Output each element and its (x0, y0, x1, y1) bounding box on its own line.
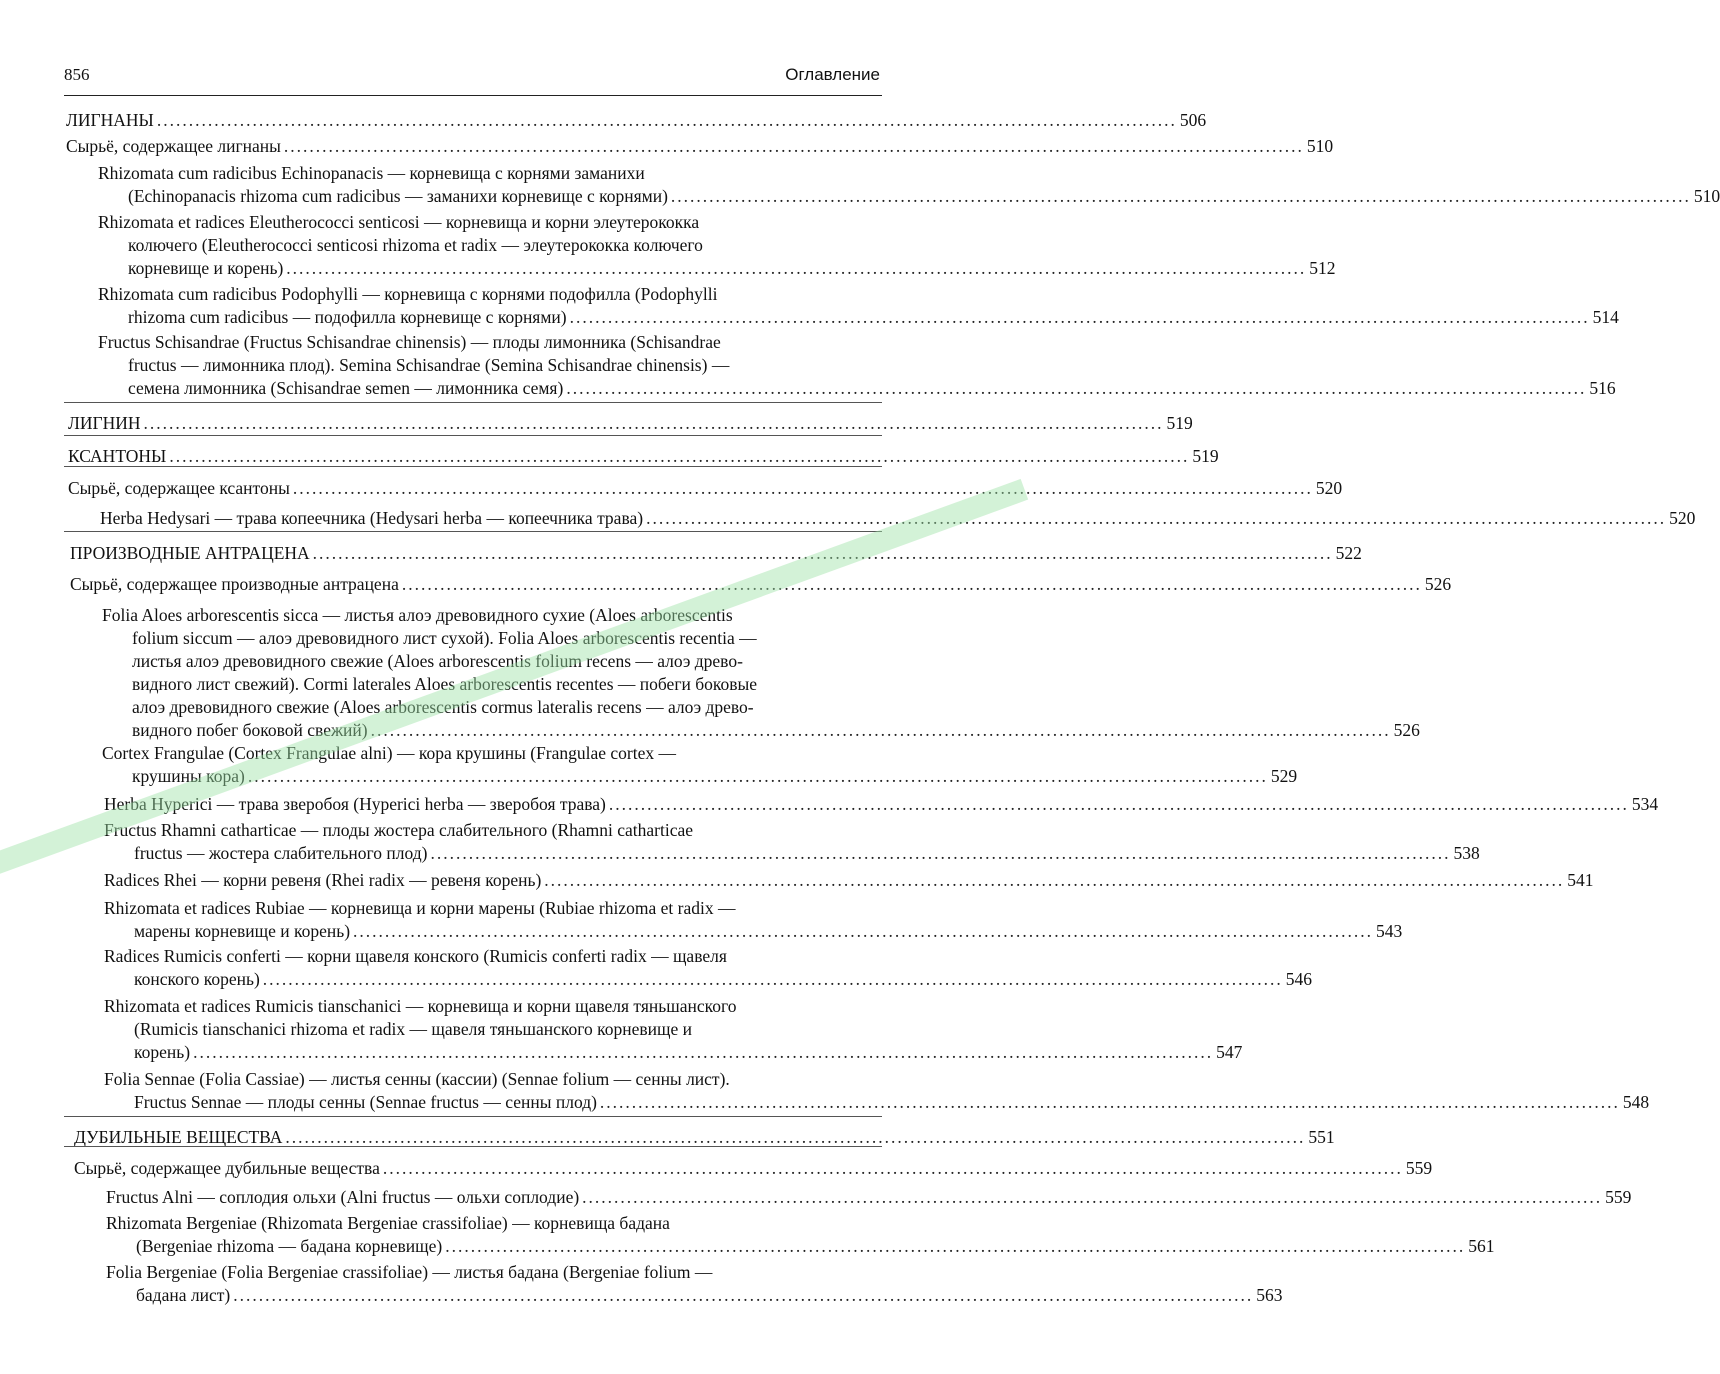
toc-entry-text: колючего (Eleutherococci senticosi rhizoma et radix — элеутерококка колючего (128, 235, 703, 255)
toc-page-number: 514 (1592, 307, 1619, 327)
toc-entry-text: видного побег боковой свежий) (132, 720, 368, 740)
section-divider (64, 1146, 882, 1147)
dot-leader: ................................................................................................................................................................ (353, 921, 1374, 941)
toc-entry (106, 1213, 1495, 1259)
toc-entry (106, 1262, 1283, 1308)
toc-entry-text: Rhizomata et radices Rubiae — корневища и корни марены (Rubiae rhizoma et radix — (104, 898, 736, 918)
toc-entry (102, 743, 1298, 789)
toc-entry-text: Rhizomata cum radicibus Podophylli — корневища с корнями подофилла (Podophylli (98, 284, 718, 304)
toc-page-number: 510 (1693, 186, 1720, 206)
toc-entry-text: Folia Sennae (Folia Cassiae) — листья сенны (кассии) (Sennae folium — сенны лист). (104, 1069, 730, 1089)
dot-leader: ................................................................................................................................................................ (283, 136, 1304, 156)
toc-entry (98, 163, 1720, 209)
toc-entry-text: Folia Aloes arborescentis sicca — листья алоэ древовидного сухие (Aloes arborescentis (102, 605, 733, 625)
toc-entry-text: (Echinopanacis rhizoma cum radicibus — заманихи корневище с корнями) (128, 186, 668, 206)
toc-entry (104, 946, 1313, 992)
toc-entry (74, 1158, 1433, 1181)
header-rule (64, 95, 882, 96)
dot-leader: ................................................................................................................................................................ (430, 843, 1451, 863)
toc-entry-text: folium siccum — алоэ древовидного лист сухой). Folia Aloes arborescentis recentia — (132, 628, 757, 648)
toc-page-number: 519 (1166, 413, 1193, 433)
toc-page-number: 512 (1309, 258, 1336, 278)
toc-entry-text: ПРОИЗВОДНЫЕ АНТРАЦЕНА (70, 543, 310, 563)
toc-page-number: 519 (1192, 446, 1219, 466)
toc-entry (104, 794, 1659, 817)
toc-entry-text: семена лимонника (Schisandrae semen — лимонника семя) (128, 378, 564, 398)
toc-entry-text: Folia Bergeniae (Folia Bergeniae crassifoliae) — листья бадана (Bergeniae folium — (106, 1262, 713, 1282)
toc-page-number: 534 (1631, 794, 1659, 814)
toc-entry-text: (Bergeniae rhizoma — бадана корневище) (136, 1236, 443, 1256)
toc-page-number: 551 (1308, 1127, 1335, 1147)
toc-page-number: 543 (1376, 921, 1403, 941)
toc-entry (104, 820, 1480, 866)
toc-entry-text: fructus — лимонника плод). Semina Schisandrae (Semina Schisandrae chinensis) — (128, 355, 730, 375)
toc-entry-text: Herba Hyperici — трава зверобоя (Hyperici herba — зверобоя трава) (104, 794, 606, 814)
toc-entry-text: алоэ древовидного свежие (Aloes arborescentis cormus lateralis recens — алоэ древо- (132, 697, 754, 717)
toc-entry (106, 1187, 1632, 1210)
toc-entry-text: rhizoma cum radicibus — подофилла корневище с корнями) (128, 307, 567, 327)
dot-leader: ................................................................................................................................................................ (401, 574, 1422, 594)
toc-entry (100, 508, 1696, 531)
toc-entry-text: (Rumicis tianschanici rhizoma et radix — щавеля тяньшанского корневище и (134, 1019, 693, 1039)
toc-entry-text: Сырьё, содержащее производные антрацена (70, 574, 399, 594)
toc-entry (102, 605, 1420, 743)
toc-entry (68, 413, 1193, 436)
toc-page-number: 510 (1306, 136, 1334, 156)
toc-page-number: 526 (1393, 720, 1420, 740)
toc-entry-text: бадана лист) (136, 1285, 231, 1305)
toc-entry-text: Rhizomata et radices Rumicis tianschanici — корневища и корни щавеля тяньшанского (104, 996, 737, 1016)
dot-leader: ................................................................................................................................................................ (370, 720, 1391, 740)
section-divider (64, 1116, 882, 1117)
toc-entry-text: ЛИГНИН (68, 413, 141, 433)
dot-leader: ................................................................................................................................................................ (193, 1042, 1214, 1062)
toc-entry-text: fructus — жостера слабительного плод) (134, 843, 428, 863)
toc-page-number: 546 (1285, 969, 1313, 989)
dot-leader: ................................................................................................................................................................ (169, 446, 1190, 466)
dot-leader: ................................................................................................................................................................ (566, 378, 1587, 398)
toc-entry-text: Fructus Schisandrae (Fructus Schisandrae chinensis) — плоды лимонника (Schisandrae (98, 332, 721, 352)
dot-leader: ................................................................................................................................................................ (646, 508, 1667, 528)
toc-entry-text: корень) (134, 1042, 191, 1062)
toc-entry (66, 110, 1207, 133)
toc-entry-text: КСАНТОНЫ (68, 446, 167, 466)
toc-entry-text: Fructus Rhamni catharticae — плоды жостера слабительного (Rhamni catharticae (104, 820, 694, 840)
toc-entry-text: Fructus Sennae — плоды сенны (Sennae fructus — сенны плод) (134, 1092, 597, 1112)
toc-entry-text: Сырьё, содержащее ксантоны (68, 478, 290, 498)
dot-leader: ................................................................................................................................................................ (143, 413, 1164, 433)
dot-leader: ................................................................................................................................................................ (312, 543, 1333, 563)
toc-entry (98, 284, 1619, 330)
toc-entry-text: Radices Rumicis conferti — корни щавеля конского (Rumicis conferti radix — щавеля (104, 946, 727, 966)
toc-entry-text: Сырьё, содержащее лигнаны (66, 136, 281, 156)
dot-leader: ................................................................................................................................................................ (156, 110, 1177, 130)
toc-entry (68, 478, 1343, 501)
dot-leader: ................................................................................................................................................................ (582, 1187, 1603, 1207)
dot-leader: ................................................................................................................................................................ (292, 478, 1313, 498)
toc-page-number: 563 (1256, 1285, 1283, 1305)
dot-leader: ................................................................................................................................................................ (599, 1092, 1620, 1112)
page-number: 856 (64, 65, 90, 84)
page-header (64, 62, 880, 88)
dot-leader: ................................................................................................................................................................ (544, 870, 1565, 890)
toc-entry-text: Rhizomata et radices Eleutherococci senticosi — корневища и корни элеутерококка (98, 212, 700, 232)
toc-page-number: 520 (1315, 478, 1343, 498)
toc-entry-text: Fructus Alni — соплодия ольхи (Alni fructus — ольхи соплодие) (106, 1187, 580, 1207)
toc-entry (66, 136, 1334, 159)
toc-page-number: 506 (1179, 110, 1207, 130)
section-divider (64, 435, 882, 436)
toc-entry-text: Radices Rhei — корни ревеня (Rhei radix — ревеня корень) (104, 870, 542, 890)
toc-page-number: 529 (1270, 766, 1298, 786)
dot-leader: ................................................................................................................................................................ (670, 186, 1691, 206)
toc-entry-text: ЛИГНАНЫ (66, 110, 154, 130)
toc-page-number: 541 (1567, 870, 1594, 890)
dot-leader: ................................................................................................................................................................ (445, 1236, 1466, 1256)
dot-leader: ................................................................................................................................................................ (285, 1127, 1306, 1147)
toc-page-number: 522 (1335, 543, 1362, 563)
section-divider (64, 466, 882, 467)
toc-entry-text: видного лист свежий). Cormi laterales Aloes arborescentis recentes — побеги боковые (132, 674, 758, 694)
toc-page-number: 538 (1453, 843, 1480, 863)
toc-entry-text: корневище и корень) (128, 258, 284, 278)
toc-entry-text: марены корневище и корень) (134, 921, 351, 941)
section-divider (64, 402, 882, 403)
toc-entry-text: конского корень) (134, 969, 260, 989)
toc-entry (98, 332, 1616, 401)
dot-leader: ................................................................................................................................................................ (608, 794, 1629, 814)
dot-leader: ................................................................................................................................................................ (233, 1285, 1254, 1305)
toc-entry-text: Сырьё, содержащее дубильные вещества (74, 1158, 380, 1178)
dot-leader: ................................................................................................................................................................ (286, 258, 1307, 278)
toc-entry (104, 1069, 1650, 1115)
toc-entry-text: листья алоэ древовидного свежие (Aloes arborescentis folium recens — алоэ древо- (132, 651, 743, 671)
toc-entry-text: ДУБИЛЬНЫЕ ВЕЩЕСТВА (74, 1127, 283, 1147)
toc-entry (104, 996, 1243, 1065)
toc-entry (70, 574, 1452, 597)
toc-entry-text: Rhizomata cum radicibus Echinopanacis — корневища с корнями заманихи (98, 163, 645, 183)
toc-page-number: 559 (1605, 1187, 1632, 1207)
toc-entry (104, 870, 1594, 893)
toc-page-number: 559 (1405, 1158, 1433, 1178)
running-title: Оглавление (785, 65, 880, 84)
toc-page-number: 548 (1622, 1092, 1650, 1112)
toc-entry-text: крушины кора) (132, 766, 245, 786)
dot-leader: ................................................................................................................................................................ (569, 307, 1590, 327)
toc-page-number: 516 (1589, 378, 1616, 398)
toc-entry (98, 212, 1336, 281)
section-divider (64, 531, 882, 532)
toc-page-number: 561 (1468, 1236, 1495, 1256)
dot-leader: ................................................................................................................................................................ (247, 766, 1268, 786)
toc-page-number: 547 (1216, 1042, 1243, 1062)
dot-leader: ................................................................................................................................................................ (262, 969, 1283, 989)
toc-entry (70, 543, 1362, 566)
toc-entry-text: Herba Hedysari — трава копеечника (Hedysari herba — копеечника трава) (100, 508, 644, 528)
toc-entry-text: Rhizomata Bergeniae (Rhizomata Bergeniae crassifoliae) — корневища бадана (106, 1213, 670, 1233)
toc-entry (104, 898, 1403, 944)
toc-page-number: 526 (1424, 574, 1452, 594)
dot-leader: ................................................................................................................................................................ (382, 1158, 1403, 1178)
toc-page-number: 520 (1669, 508, 1696, 528)
toc-entry-text: Cortex Frangulae (Cortex Frangulae alni) — кора крушины (Frangulae cortex — (102, 743, 676, 763)
